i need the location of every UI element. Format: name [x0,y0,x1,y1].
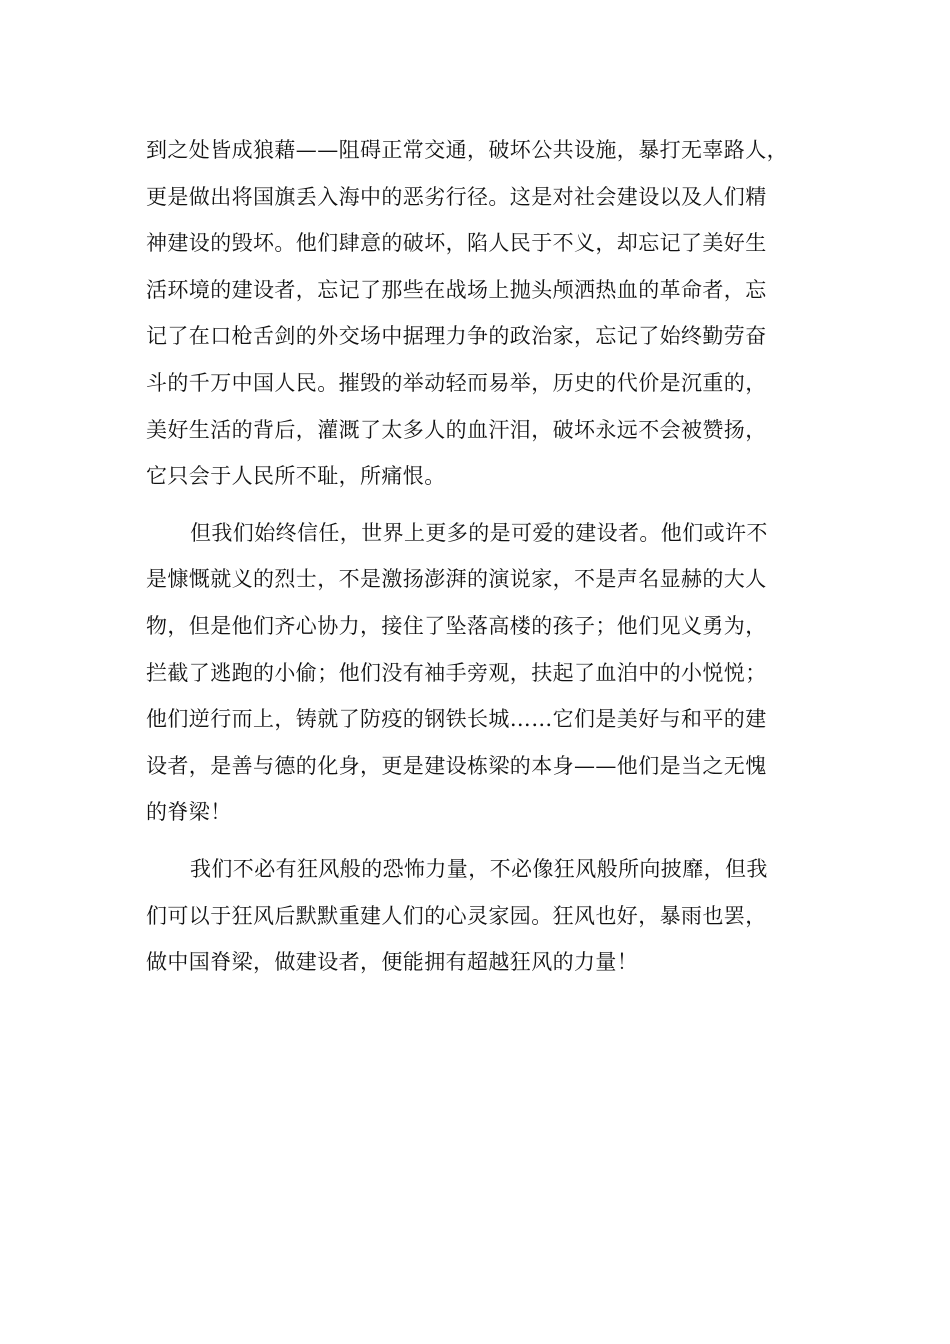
text-line: 我们不必有狂风般的恐怖力量，不必像狂风般所向披靡，但我 [190,856,768,881]
text-line: 它只会于人民所不耻，所痛恨。 [146,464,446,489]
text-line: 斗的千万中国人民。摧毁的举动轻而易举，历史的代价是沉重的， [146,370,767,395]
document-body [146,127,836,996]
paragraph-3 [146,846,836,986]
text-line: 神建设的毁坏。他们肆意的破坏，陷人民于不义，却忘记了美好生 [146,231,767,256]
text-line: 的脊梁！ [146,800,232,825]
text-line: 到之处皆成狼藉——阻碍正常交通，破坏公共设施，暴打无辜路人， [146,138,788,162]
text-line: 设者，是善与德的化身，更是建设栋梁的本身——他们是当之无愧 [146,753,767,778]
text-line: 拦截了逃跑的小偷；他们没有袖手旁观，扶起了血泊中的小悦悦； [146,660,767,685]
paragraph-2 [146,510,836,836]
text-line: 是慷慨就义的烈士，不是激扬澎湃的演说家，不是声名显赫的大人 [146,567,767,592]
text-line: 更是做出将国旗丢入海中的恶劣行径。这是对社会建设以及人们精 [146,184,767,209]
text-line: 美好生活的背后，灌溉了太多人的血汗泪，破坏永远不会被赞扬， [146,417,767,442]
text-line: 活环境的建设者，忘记了那些在战场上抛头颅洒热血的革命者，忘 [146,277,767,302]
text-line: 他们逆行而上，铸就了防疫的钢铁长城……它们是美好与和平的建 [146,707,767,732]
text-line: 做中国脊梁，做建设者，便能拥有超越狂风的力量！ [146,950,639,975]
text-line: 但我们始终信任，世界上更多的是可爱的建设者。他们或许不 [190,520,768,545]
paragraph-1 [146,127,836,500]
text-line: 们可以于狂风后默默重建人们的心灵家园。狂风也好，暴雨也罢， [146,903,767,928]
text-line: 物，但是他们齐心协力，接住了坠落高楼的孩子；他们见义勇为， [146,613,767,638]
text-line: 记了在口枪舌剑的外交场中据理力争的政治家，忘记了始终勤劳奋 [146,324,767,349]
